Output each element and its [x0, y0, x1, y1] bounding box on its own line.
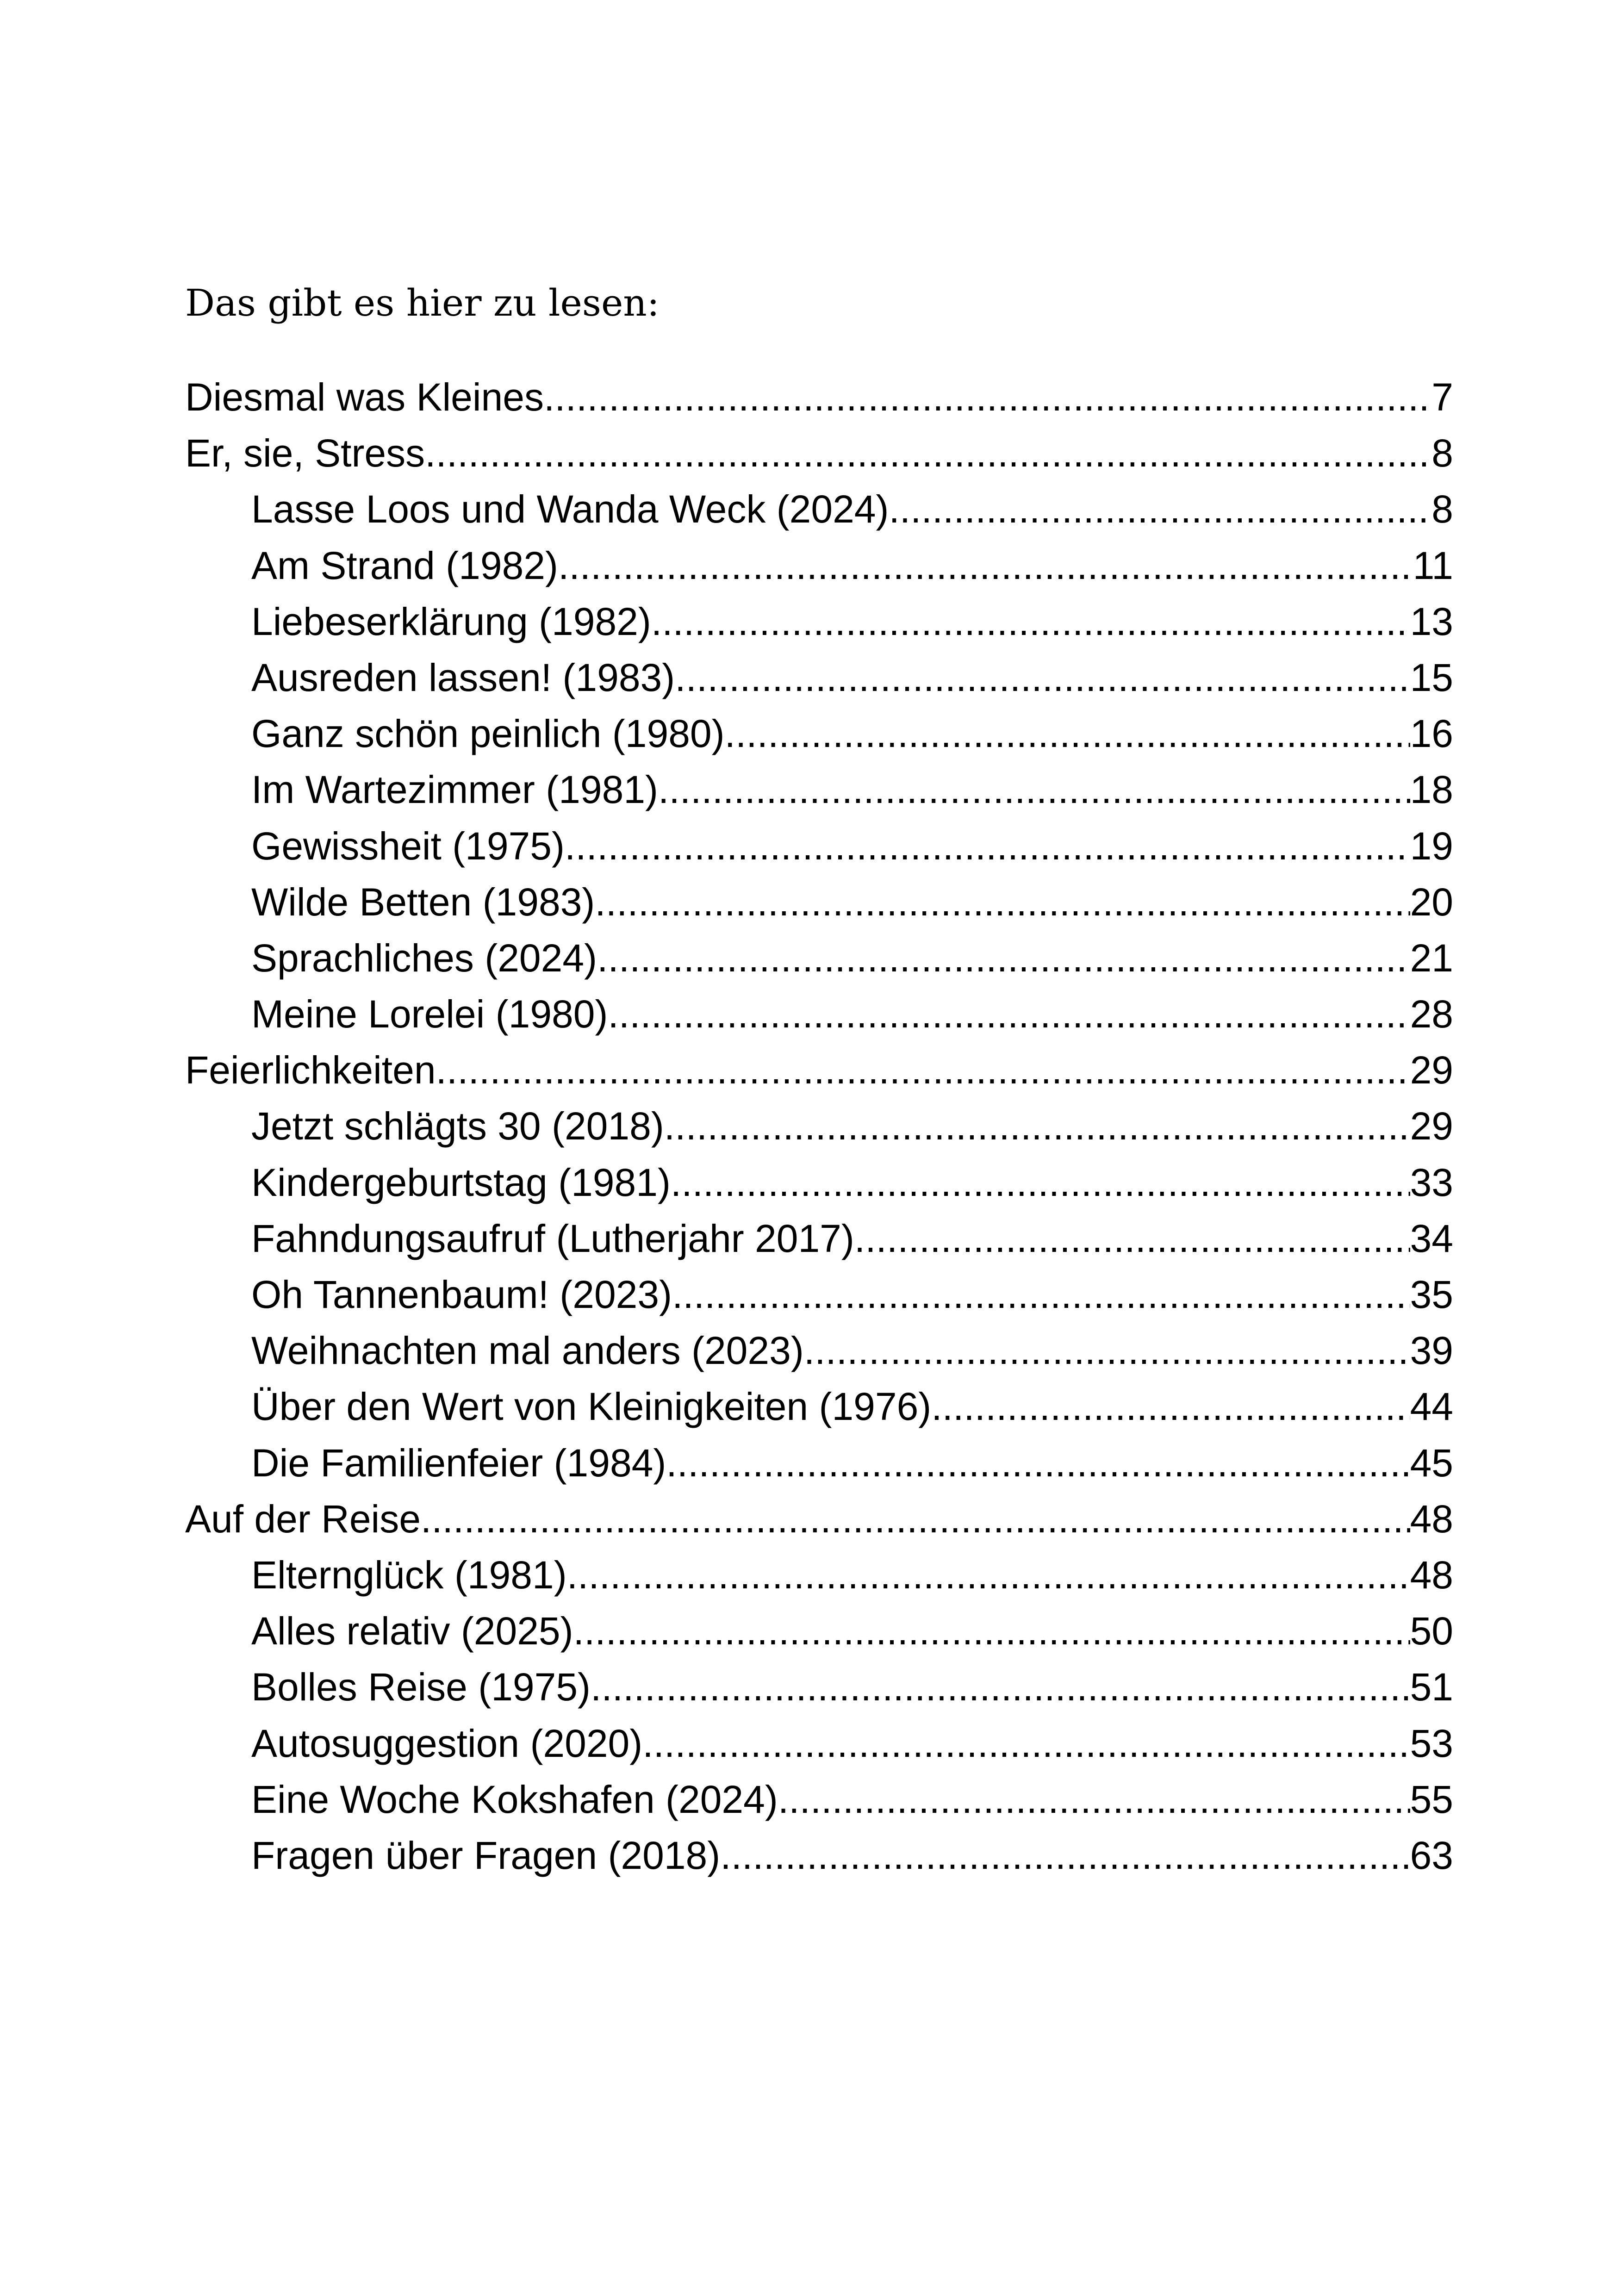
toc-page-number: 20 — [1410, 880, 1453, 924]
toc-entry-title: Bolles Reise (1975) — [251, 1665, 591, 1709]
toc-page-number: 15 — [1410, 655, 1453, 699]
toc-page-number: 34 — [1410, 1216, 1453, 1260]
toc-entry-title: Feierlichkeiten — [185, 1048, 436, 1092]
toc-page-number: 39 — [1410, 1329, 1453, 1373]
page-title: Das gibt es hier zu lesen: — [185, 281, 660, 324]
toc-dot-leader — [421, 1491, 1410, 1547]
toc-entry-title: Im Wartezimmer (1981) — [251, 768, 659, 812]
toc-dot-leader — [425, 425, 1431, 481]
toc-dot-leader — [804, 1323, 1410, 1379]
toc-page-number: 19 — [1410, 824, 1453, 868]
toc-dot-leader — [889, 481, 1431, 537]
toc-page-number: 16 — [1410, 712, 1453, 756]
toc-dot-leader — [931, 1379, 1410, 1435]
toc-dot-leader — [854, 1211, 1410, 1267]
toc-entry-ueber-den-wert-von-kleinigkeiten[interactable] — [185, 1379, 1453, 1435]
toc-page-number: 48 — [1410, 1497, 1453, 1541]
toc-entry-title: Alles relativ (2025) — [251, 1609, 573, 1653]
toc-page-number: 45 — [1410, 1441, 1453, 1485]
toc-entry-title: Liebeserklärung (1982) — [251, 599, 651, 643]
toc-entry-title: Oh Tannenbaum! (2023) — [251, 1273, 672, 1316]
toc-entry-title: Ganz schön peinlich (1980) — [251, 712, 725, 756]
toc-entry-title: Fragen über Fragen (2018) — [251, 1833, 721, 1877]
toc-entry-title: Jetzt schlägts 30 (2018) — [251, 1104, 664, 1148]
toc-page-number: 13 — [1410, 599, 1453, 643]
toc-dot-leader — [651, 594, 1410, 650]
toc-dot-leader — [591, 1659, 1410, 1715]
toc-entry-auf-der-reise[interactable] — [185, 1491, 1453, 1547]
toc-entry-title: Am Strand (1982) — [251, 543, 558, 587]
toc-dot-leader — [666, 1435, 1410, 1491]
toc-dot-leader — [671, 1155, 1410, 1211]
toc-entry-title: Meine Lorelei (1980) — [251, 992, 608, 1036]
toc-page-number: 29 — [1410, 1048, 1453, 1092]
toc-entry-ganz-schoen-peinlich[interactable] — [185, 706, 1453, 762]
toc-page-number: 35 — [1410, 1273, 1453, 1316]
toc-entry-am-strand[interactable] — [185, 538, 1453, 594]
toc-dot-leader — [658, 762, 1410, 818]
toc-entry-liebeserklaerung[interactable] — [185, 594, 1453, 650]
table-of-contents — [185, 369, 1453, 1884]
toc-page-number: 28 — [1410, 992, 1453, 1036]
toc-dot-leader — [672, 1267, 1410, 1323]
toc-page-number: 48 — [1410, 1553, 1453, 1597]
toc-entry-diesmal-was-kleines[interactable] — [185, 369, 1453, 425]
toc-entry-autosuggestion[interactable] — [185, 1716, 1453, 1772]
toc-page-number: 44 — [1410, 1385, 1453, 1429]
toc-entry-feierlichkeiten[interactable] — [185, 1042, 1453, 1098]
toc-entry-fahndungsaufruf[interactable] — [185, 1211, 1453, 1267]
toc-page-number: 51 — [1410, 1665, 1453, 1709]
toc-entry-elternglueck[interactable] — [185, 1547, 1453, 1603]
toc-entry-weihnachten-mal-anders[interactable] — [185, 1323, 1453, 1379]
toc-dot-leader — [558, 538, 1413, 594]
toc-dot-leader — [597, 930, 1410, 986]
toc-dot-leader — [642, 1716, 1410, 1772]
toc-entry-bolles-reise[interactable] — [185, 1659, 1453, 1715]
toc-dot-leader — [595, 874, 1410, 930]
toc-dot-leader — [675, 650, 1410, 706]
toc-dot-leader — [664, 1098, 1410, 1154]
toc-entry-gewissheit[interactable] — [185, 818, 1453, 874]
toc-dot-leader — [725, 706, 1410, 762]
toc-entry-title: Wilde Betten (1983) — [251, 880, 595, 924]
toc-entry-ausreden-lassen[interactable] — [185, 650, 1453, 706]
toc-entry-title: Ausreden lassen! (1983) — [251, 655, 675, 699]
toc-page-number: 11 — [1413, 543, 1453, 587]
toc-entry-title: Weihnachten mal anders (2023) — [251, 1329, 804, 1373]
toc-entry-sprachliches[interactable] — [185, 930, 1453, 986]
toc-entry-title: Auf der Reise — [185, 1497, 421, 1541]
toc-page-number: 55 — [1410, 1777, 1453, 1821]
toc-entry-title: Er, sie, Stress — [185, 431, 425, 475]
toc-page-number: 33 — [1410, 1160, 1453, 1204]
toc-entry-oh-tannenbaum[interactable] — [185, 1267, 1453, 1323]
toc-entry-title: Die Familienfeier (1984) — [251, 1441, 666, 1485]
toc-entry-im-wartezimmer[interactable] — [185, 762, 1453, 818]
toc-entry-lasse-loos-und-wanda-weck[interactable] — [185, 481, 1453, 537]
toc-dot-leader — [565, 818, 1410, 874]
toc-dot-leader — [608, 986, 1410, 1042]
toc-entry-er-sie-stress[interactable] — [185, 425, 1453, 481]
toc-page-number: 29 — [1410, 1104, 1453, 1148]
toc-entry-title: Elternglück (1981) — [251, 1553, 567, 1597]
toc-dot-leader — [567, 1547, 1410, 1603]
toc-page-number: 63 — [1410, 1833, 1453, 1877]
toc-entry-meine-lorelei[interactable] — [185, 986, 1453, 1042]
toc-entry-title: Eine Woche Kokshafen (2024) — [251, 1777, 778, 1821]
toc-dot-leader — [573, 1603, 1410, 1659]
toc-dot-leader — [778, 1772, 1410, 1828]
toc-entry-title: Über den Wert von Kleinigkeiten (1976) — [251, 1385, 932, 1429]
toc-entry-title: Autosuggestion (2020) — [251, 1721, 643, 1765]
toc-page-number: 7 — [1431, 375, 1453, 419]
toc-entry-die-familienfeier[interactable] — [185, 1435, 1453, 1491]
toc-page-number: 53 — [1410, 1721, 1453, 1765]
toc-entry-title: Fahndungsaufruf (Lutherjahr 2017) — [251, 1216, 854, 1260]
toc-entry-title: Sprachliches (2024) — [251, 936, 597, 980]
toc-entry-eine-woche-kokshafen[interactable] — [185, 1772, 1453, 1828]
toc-page-number: 8 — [1431, 487, 1453, 531]
toc-entry-title: Diesmal was Kleines — [185, 375, 544, 419]
toc-entry-wilde-betten[interactable] — [185, 874, 1453, 930]
toc-entry-title: Gewissheit (1975) — [251, 824, 565, 868]
toc-entry-title: Kindergeburtstag (1981) — [251, 1160, 671, 1204]
toc-dot-leader — [720, 1828, 1410, 1884]
toc-dot-leader — [544, 369, 1431, 425]
toc-dot-leader — [436, 1042, 1410, 1098]
toc-entry-jetzt-schlaegts-30[interactable] — [185, 1098, 1453, 1154]
toc-page-number: 18 — [1410, 768, 1453, 812]
toc-entry-title: Lasse Loos und Wanda Weck (2024) — [251, 487, 889, 531]
toc-page-number: 50 — [1410, 1609, 1453, 1653]
toc-entry-alles-relativ[interactable] — [185, 1603, 1453, 1659]
toc-entry-kindergeburtstag[interactable] — [185, 1155, 1453, 1211]
toc-page-number: 21 — [1410, 936, 1453, 980]
toc-entry-fragen-ueber-fragen[interactable] — [185, 1828, 1453, 1884]
toc-page-number: 8 — [1431, 431, 1453, 475]
